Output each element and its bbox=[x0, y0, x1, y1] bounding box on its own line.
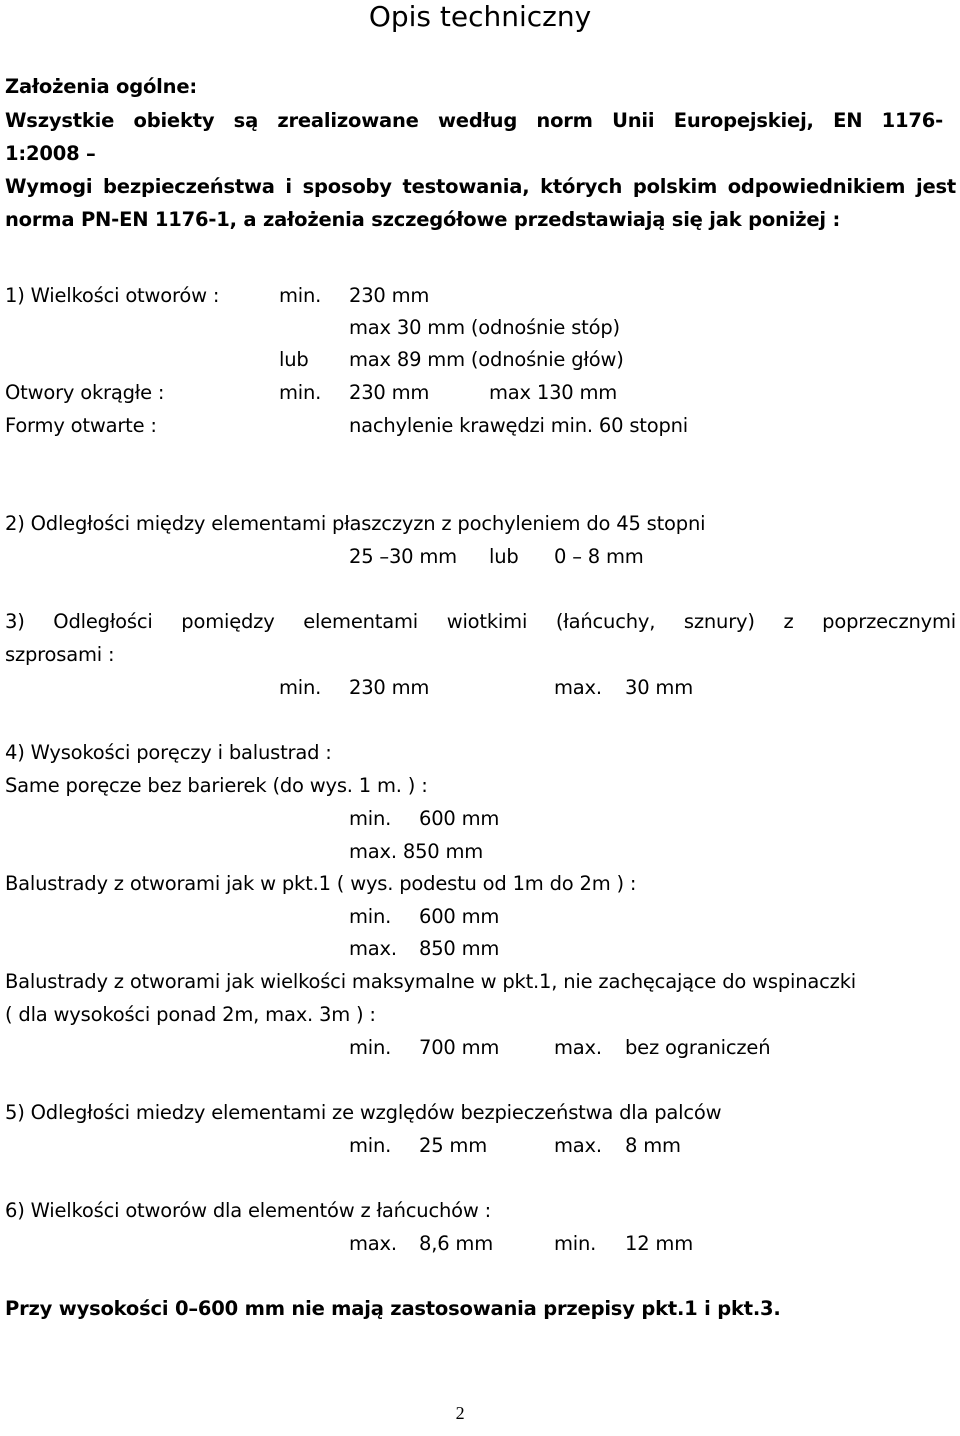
s6-min: min. bbox=[554, 1232, 597, 1255]
s5-max-value: 8 mm bbox=[625, 1134, 681, 1157]
page-number: 2 bbox=[455, 1403, 465, 1423]
s6-max: max. bbox=[349, 1232, 397, 1255]
s4-b-label: Balustrady z otworami jak w pkt.1 ( wys. podestu od 1m do 2m ) : bbox=[5, 872, 637, 895]
s1-round-label: Otwory okrągłe : bbox=[5, 381, 165, 404]
s1-lub: lub bbox=[279, 348, 309, 371]
s4-b-max: max. bbox=[349, 937, 397, 960]
s4-c-line-1: Balustrady z otworami jak wielkości maksymalne w pkt.1, nie zachęcające do wspinaczki bbox=[5, 970, 857, 993]
general-line-4: norma PN-EN 1176-1, a założenia szczegółowe przedstawiają się jak poniżej : bbox=[5, 208, 841, 231]
s1-min: min. bbox=[279, 284, 322, 307]
s5-label: 5) Odległości miedzy elementami ze względów bezpieczeństwa dla palców bbox=[5, 1101, 722, 1124]
general-line-1: Wszystkie obiekty są zrealizowane według norm Unii Europejskiej, EN 1176- bbox=[5, 109, 943, 132]
s4-a-max: max. 850 mm bbox=[349, 840, 484, 863]
s1-open-value: nachylenie krawędzi min. 60 stopni bbox=[349, 414, 689, 437]
s4-c-min-value: 700 mm bbox=[419, 1036, 500, 1059]
s6-min-value: 12 mm bbox=[625, 1232, 694, 1255]
s4-c-max-value: bez ograniczeń bbox=[625, 1036, 771, 1059]
s2-label: 2) Odległości między elementami płaszczyzn z pochyleniem do 45 stopni bbox=[5, 512, 706, 535]
s3-max: max. bbox=[554, 676, 602, 699]
s4-b-max-value: 850 mm bbox=[419, 937, 500, 960]
s4-b-min: min. bbox=[349, 905, 392, 928]
s4-a-min-value: 600 mm bbox=[419, 807, 500, 830]
s1-label: 1) Wielkości otworów : bbox=[5, 284, 220, 307]
s3-max-value: 30 mm bbox=[625, 676, 694, 699]
s5-min-value: 25 mm bbox=[419, 1134, 488, 1157]
general-line-3: Wymogi bezpieczeństwa i sposoby testowania, których polskim odpowiednikiem jest bbox=[5, 175, 956, 198]
s1-max-feet: max 30 mm (odnośnie stóp) bbox=[349, 316, 620, 339]
s3-line-1: 3) Odległości pomiędzy elementami wiotkimi (łańcuchy, sznury) z poprzecznymi bbox=[5, 610, 956, 633]
s1-round-max: max 130 mm bbox=[489, 381, 618, 404]
s3-min-value: 230 mm bbox=[349, 676, 430, 699]
s2-range-1: 25 –30 mm bbox=[349, 545, 457, 568]
s4-c-line-2: ( dla wysokości ponad 2m, max. 3m ) : bbox=[5, 1003, 376, 1026]
s4-b-min-value: 600 mm bbox=[419, 905, 500, 928]
s5-max: max. bbox=[554, 1134, 602, 1157]
s3-min: min. bbox=[279, 676, 322, 699]
s2-lub: lub bbox=[489, 545, 519, 568]
s6-label: 6) Wielkości otworów dla elementów z łańcuchów : bbox=[5, 1199, 491, 1222]
s1-round-min: min. bbox=[279, 381, 322, 404]
s1-min-value: 230 mm bbox=[349, 284, 430, 307]
s4-c-min: min. bbox=[349, 1036, 392, 1059]
general-line-2: 1:2008 – bbox=[5, 142, 96, 165]
s6-max-value: 8,6 mm bbox=[419, 1232, 494, 1255]
s1-open-label: Formy otwarte : bbox=[5, 414, 157, 437]
s1-round-min-value: 230 mm bbox=[349, 381, 430, 404]
s3-line-2: szprosami : bbox=[5, 643, 115, 666]
closing-note: Przy wysokości 0–600 mm nie mają zastosowania przepisy pkt.1 i pkt.3. bbox=[5, 1297, 781, 1320]
general-heading: Założenia ogólne: bbox=[5, 75, 197, 98]
page-title: Opis techniczny bbox=[368, 0, 592, 33]
s1-max-heads: max 89 mm (odnośnie głów) bbox=[349, 348, 624, 371]
s4-a-min: min. bbox=[349, 807, 392, 830]
s5-min: min. bbox=[349, 1134, 392, 1157]
s4-a-label: Same poręcze bez barierek (do wys. 1 m. ) : bbox=[5, 774, 428, 797]
s2-range-2: 0 – 8 mm bbox=[554, 545, 644, 568]
s4-label: 4) Wysokości poręczy i balustrad : bbox=[5, 741, 332, 764]
s4-c-max: max. bbox=[554, 1036, 602, 1059]
